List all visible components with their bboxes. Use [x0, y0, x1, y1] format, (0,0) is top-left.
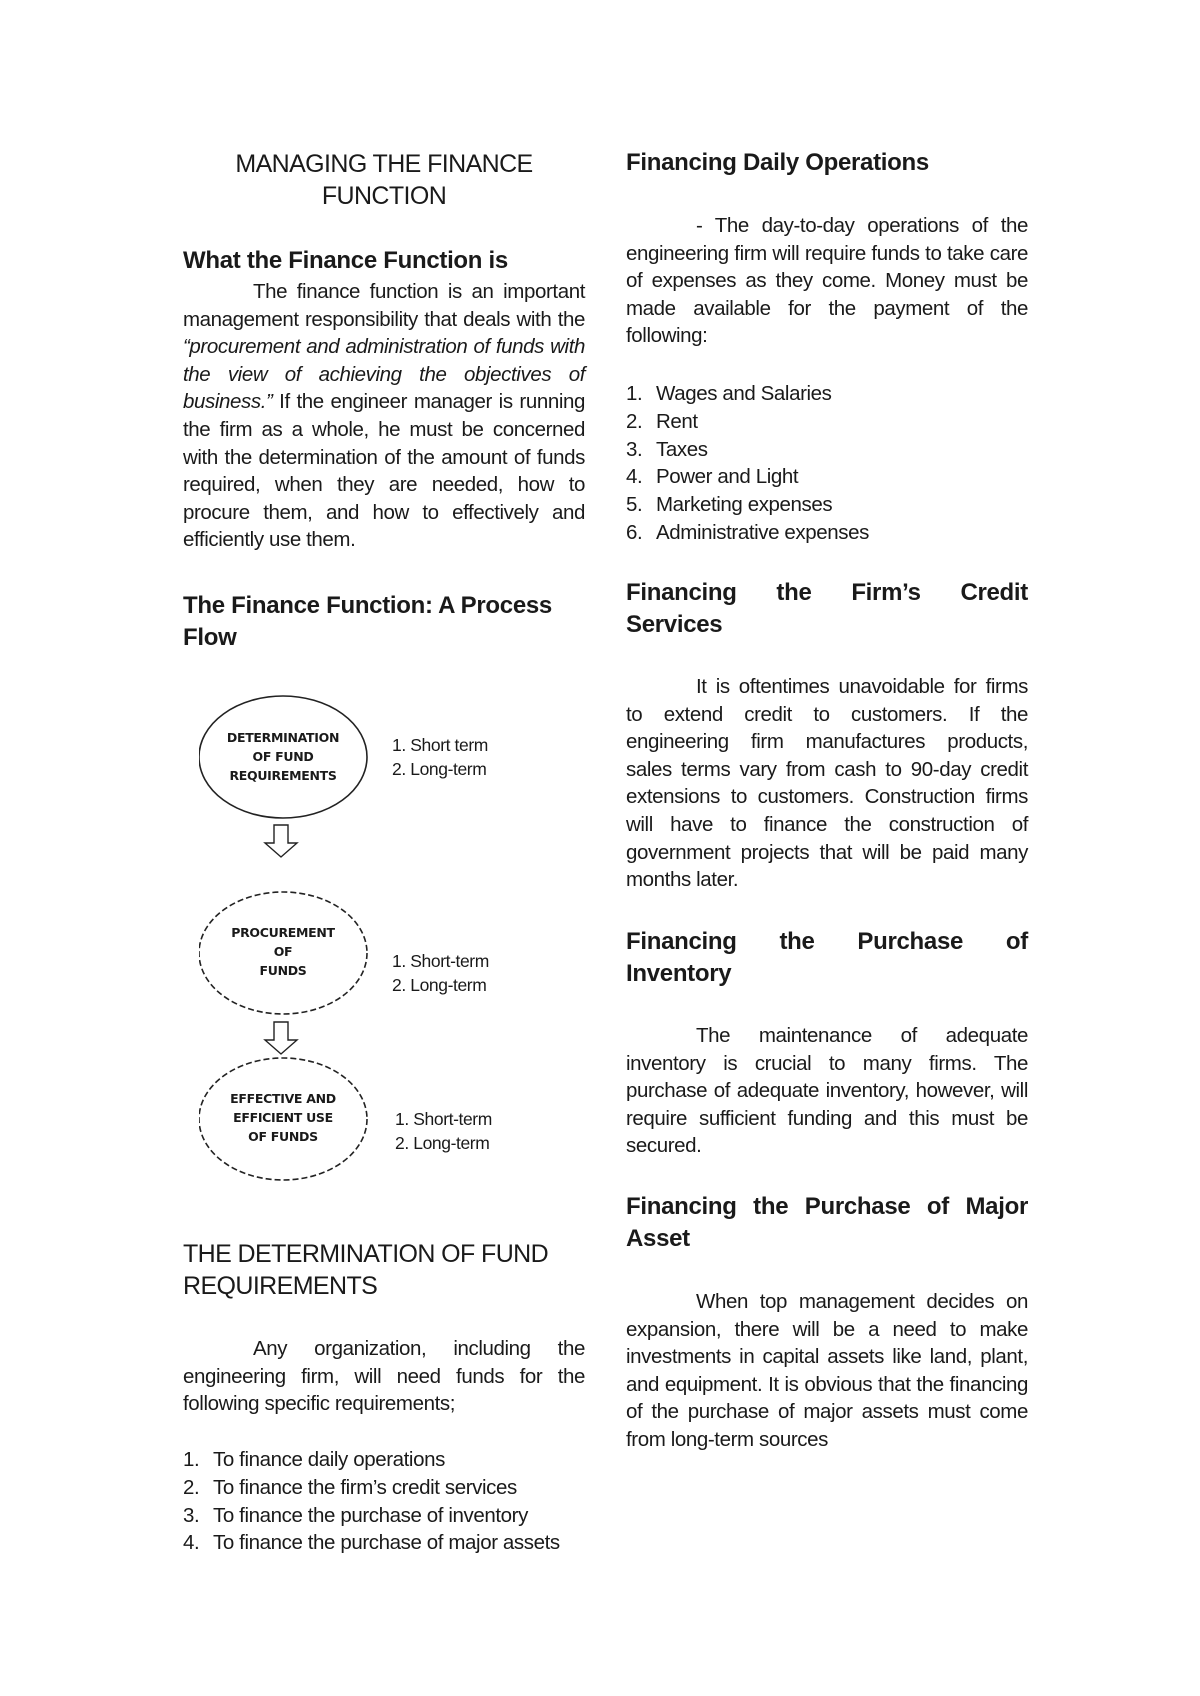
- credit-heading-word2: the: [776, 579, 812, 606]
- down-arrow-icon: [265, 825, 297, 857]
- inventory-paragraph: [626, 1022, 1028, 1160]
- inventory-heading-word1: Financing: [626, 928, 737, 955]
- expense-item-number: 4.: [626, 465, 643, 489]
- step3-item1: 1. Short-term: [395, 1109, 492, 1129]
- inventory-heading-word3: Purchase: [857, 928, 964, 955]
- requirement-item-text: To finance daily operations: [213, 1448, 445, 1471]
- credit-paragraph-text: It is oftentimes unavoidable for firms to extend credit to customers. If the engineering firm manufactures products, sales terms vary from cash to 90-day credit extensions to customers. Construction firms will have to finance the construction of government projects that will be paid many months later.: [626, 675, 1028, 892]
- document-title-line1: MANAGING THE FINANCE: [235, 150, 533, 178]
- expense-item-text: Wages and Salaries: [656, 382, 832, 405]
- asset-paragraph: [626, 1288, 1028, 1454]
- expense-item: [626, 519, 1028, 547]
- requirement-item-text: To finance the firm’s credit services: [213, 1475, 517, 1499]
- step2-item2: 2. Long-term: [392, 975, 487, 995]
- requirement-item: [183, 1446, 585, 1474]
- asset-heading: Financing the Purchase of Major Asset: [626, 1193, 1028, 1252]
- step1-item2: 2. Long-term: [392, 759, 487, 779]
- document-title-line2: FUNCTION: [321, 182, 447, 210]
- requirement-item-number: 4.: [183, 1531, 200, 1555]
- requirement-item: [183, 1529, 585, 1557]
- step3-label-line2: EFFICIENT USE: [233, 1110, 333, 1125]
- step3-label: [213, 1089, 353, 1146]
- step1-label-line3: REQUIREMENTS: [229, 768, 337, 783]
- credit-heading-word1: Financing: [626, 579, 737, 606]
- expense-item: [626, 491, 1028, 519]
- expense-item-number: 6.: [626, 520, 643, 544]
- expense-item-number: 1.: [626, 382, 643, 405]
- step2-label-line2: OF: [273, 944, 293, 959]
- requirement-item: [183, 1502, 585, 1530]
- expense-item: [626, 380, 1028, 408]
- requirement-item-text: To finance the purchase of major assets: [213, 1531, 560, 1555]
- inventory-heading-line2: Inventory: [626, 960, 732, 987]
- requirement-item-number: 1.: [183, 1448, 200, 1471]
- daily-paragraph: [626, 212, 1028, 350]
- what-paragraph: [183, 278, 585, 554]
- step1-list: [392, 733, 488, 781]
- expense-item-text: Power and Light: [656, 465, 799, 489]
- asset-paragraph-text: When top management decides on expansion, there will be a need to make investments in capital assets like land, plant, and equipment. It is obvious that the financing of the purchase of major assets must come from long-term sources: [626, 1290, 1028, 1451]
- requirement-item-number: 3.: [183, 1503, 200, 1527]
- credit-heading-word4: Credit: [960, 579, 1028, 606]
- what-paragraph-quote: “procurement and administration of funds with the view of achieving the objectives of business.”: [183, 335, 585, 414]
- expense-item-text: Marketing expenses: [656, 493, 833, 517]
- inventory-paragraph-text: The maintenance of adequate inventory is crucial to many firms. The purchase of adequate inventory, however, will require sufficient funding and this must be secured.: [626, 1024, 1028, 1158]
- expense-item: [626, 463, 1028, 491]
- expense-item-text: Rent: [656, 409, 698, 433]
- step3-item2: 2. Long-term: [395, 1133, 490, 1153]
- credit-paragraph: [626, 673, 1028, 894]
- expense-item: [626, 436, 1028, 464]
- credit-heading-line2: Services: [626, 611, 723, 638]
- what-paragraph-part1: The finance function is an important management responsibility that deals with the: [183, 280, 585, 331]
- credit-heading-line1: [626, 577, 1028, 609]
- document-title: [183, 148, 585, 212]
- step3-label-line3: OF FUNDS: [248, 1129, 318, 1144]
- expense-item-text: Administrative expenses: [656, 520, 869, 544]
- step1-item1: 1. Short term: [392, 735, 488, 755]
- determination-paragraph: [183, 1335, 585, 1418]
- what-paragraph-part2: If the engineer manager is running the firm as a whole, he must be concerned with the determination of the amount of funds required, when they are needed, how to procure them, and how to effectively and efficiently use them.: [183, 390, 585, 552]
- process-heading: The Finance Function: A Process Flow: [183, 592, 552, 651]
- inventory-heading-line1: [626, 926, 1028, 958]
- expense-item-number: 5.: [626, 493, 643, 517]
- daily-heading: Financing Daily Operations: [626, 149, 929, 176]
- requirement-item: [183, 1474, 585, 1502]
- step2-label-line1: PROCUREMENT: [231, 925, 335, 940]
- process-flow-diagram: [199, 695, 599, 1185]
- credit-heading-word3: Firm’s: [851, 579, 921, 606]
- step1-label: [213, 728, 353, 785]
- requirements-list: [183, 1446, 585, 1557]
- step1-label-line2: OF FUND: [252, 749, 314, 764]
- step2-list: [392, 949, 489, 997]
- step3-list: [395, 1107, 492, 1155]
- determination-heading: [183, 1238, 585, 1302]
- expense-item-text: Taxes: [656, 437, 708, 461]
- expense-item-number: 3.: [626, 437, 643, 461]
- determination-paragraph-text: Any organization, including the engineering firm, will need funds for the following specific requirements;: [183, 1337, 585, 1416]
- daily-paragraph-text: - The day-to-day operations of the engineering firm will require funds to take care of expenses as they come. Money must be made available for the payment of the following:: [626, 214, 1028, 348]
- inventory-heading: [626, 926, 1028, 990]
- expense-item-number: 2.: [626, 409, 643, 433]
- requirement-item-text: To finance the purchase of inventory: [213, 1503, 528, 1527]
- step2-label: [213, 923, 353, 980]
- determination-heading-line1: THE DETERMINATION OF FUND: [183, 1240, 549, 1268]
- inventory-heading-word2: the: [779, 928, 815, 955]
- expense-item: [626, 408, 1028, 436]
- credit-heading: [626, 577, 1028, 641]
- step2-label-line3: FUNDS: [259, 963, 307, 978]
- down-arrow-icon: [265, 1022, 297, 1054]
- determination-heading-line2: REQUIREMENTS: [183, 1272, 378, 1300]
- step2-item1: 1. Short-term: [392, 951, 489, 971]
- what-heading: What the Finance Function is: [183, 247, 508, 274]
- step3-label-line1: EFFECTIVE AND: [230, 1091, 336, 1106]
- requirement-item-number: 2.: [183, 1475, 200, 1499]
- expenses-list: [626, 380, 1028, 547]
- inventory-heading-word4: of: [1005, 928, 1028, 955]
- step1-label-line1: DETERMINATION: [226, 730, 340, 745]
